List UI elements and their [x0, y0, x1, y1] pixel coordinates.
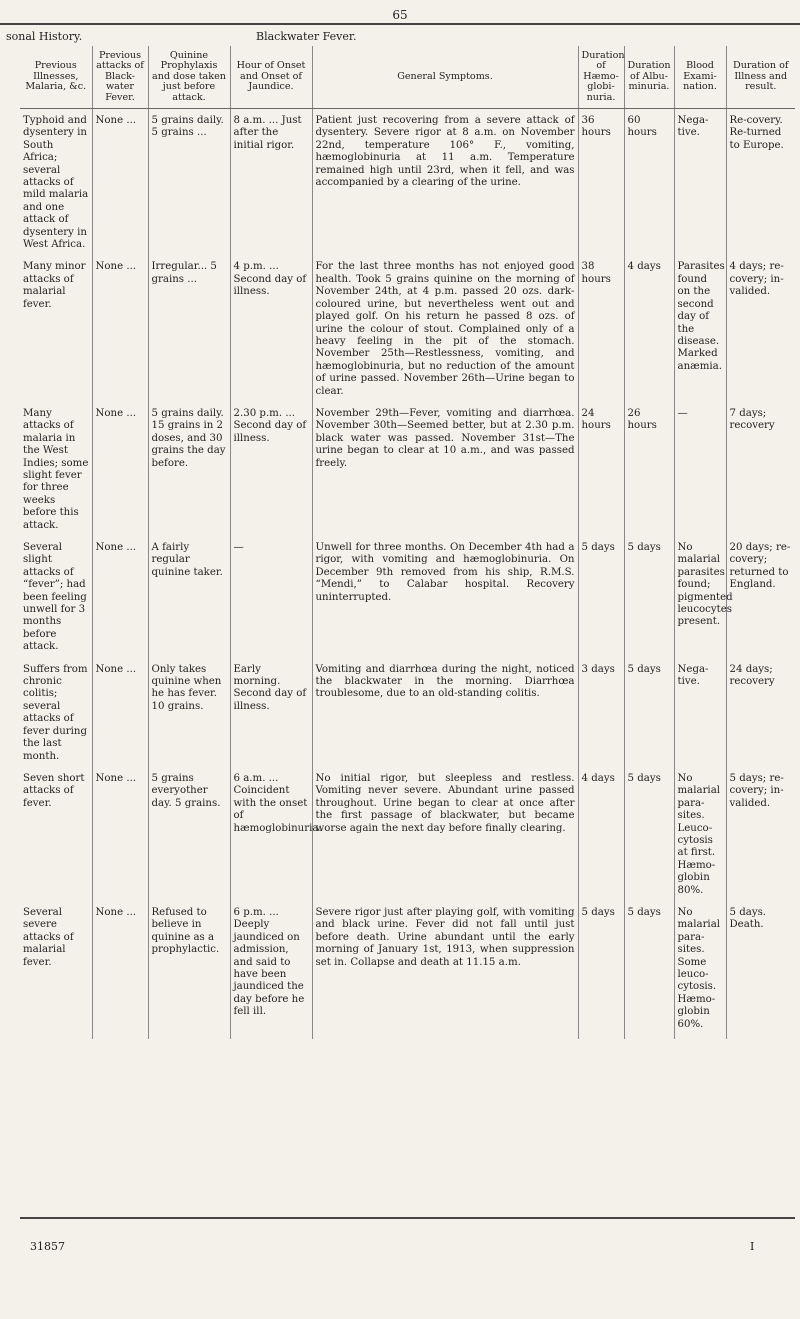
column-header: Quinine Prophylaxis and dose taken just before attack.: [148, 46, 230, 109]
table-cell: 5 grains everyother day. 5 grains.: [148, 771, 230, 905]
table-cell: Re-covery. Re-turned to Europe.: [726, 109, 795, 260]
column-header: Previous attacks of Black-water Fever.: [92, 46, 148, 109]
table-cell: No malarial parasites found; pigmented leucocytes present.: [674, 540, 726, 662]
gathering-mark: I: [750, 1240, 755, 1253]
table-cell: None ...: [92, 259, 148, 405]
table-cell: 24 days; recovery: [726, 662, 795, 771]
table-cell: 7 days; recovery: [726, 406, 795, 540]
table-cell: Nega-tive.: [674, 109, 726, 260]
print-signature: 31857: [30, 1240, 65, 1253]
table-cell: 38 hours: [578, 259, 624, 405]
table-cell: 20 days; re-covery; returned to England.: [726, 540, 795, 662]
running-head-right: Blackwater Fever.: [256, 30, 357, 43]
table-row: [20, 406, 795, 540]
table-cell: 4 days; re-covery; in-valided.: [726, 259, 795, 405]
page-number: 65: [392, 8, 408, 22]
table-cell: 8 a.m. ... Just after the initial rigor.: [230, 109, 312, 260]
table-row: [20, 905, 795, 1039]
table-cell: 5 days. Death.: [726, 905, 795, 1039]
column-header: Duration of Albu-minuria.: [624, 46, 674, 109]
table-cell: Irregular... 5 grains ...: [148, 259, 230, 405]
table-cell: No malarial para-sites. Leuco-cytosis at first. Hæmo-globin 80%.: [674, 771, 726, 905]
table-cell: None ...: [92, 905, 148, 1039]
table-cell: Typhoid and dysentery in South Africa; several attacks of mild malaria and one attack of dysentery in West Africa.: [23, 115, 89, 251]
table-cell: 6 p.m. ... Deeply jaundiced on admission, and said to have been jaundiced the day before he fell ill.: [230, 905, 312, 1039]
table-cell: Several slight attacks of “fever”; had been feeling unwell for 3 months before attack.: [23, 542, 87, 653]
table-cell: —: [230, 540, 312, 662]
table-cell: Many minor attacks of malarial fever.: [23, 261, 86, 310]
table-cell: 4 days: [578, 771, 624, 905]
table-cell: 5 days: [578, 540, 624, 662]
table-cell: Severe rigor just after playing golf, with vomiting and black urine. Fever did not fall until just before death. Urine abundant until the early morning of January 1st, 1913, when suppression set in. Collapse and death at 11.15 a.m.: [312, 905, 578, 1039]
table-row: [20, 771, 795, 905]
table-cell: November 29th—Fever, vomiting and diarrhœa. November 30th—Seemed better, but at 2.30 p.m. black water was passed. November 31st—The urine began to clear at 10 a.m., and was passed freely.: [312, 406, 578, 540]
table-cell: 3 days: [578, 662, 624, 771]
table-cell: None ...: [92, 109, 148, 260]
column-header: Duration of Hæmo-globi-nuria.: [578, 46, 624, 109]
table-cell: 5 days: [578, 905, 624, 1039]
table-cell: 5 days: [624, 905, 674, 1039]
case-table: [20, 46, 795, 1039]
table-cell: Early morning. Second day of illness.: [230, 662, 312, 771]
table-cell: 36 hours: [578, 109, 624, 260]
table-cell: 26 hours: [624, 406, 674, 540]
table-cell: None ...: [92, 540, 148, 662]
table-cell: None ...: [92, 771, 148, 905]
table-cell: Many attacks of malaria in the West Indies; some slight fever for three weeks before this attack.: [23, 407, 89, 531]
bottom-rule: [20, 1217, 795, 1219]
table-cell: Vomiting and diarrhœa during the night, noticed the blackwater in the morning. Diarrhœa troublesome, due to an old-standing colitis.: [312, 662, 578, 771]
table-cell: 24 hours: [578, 406, 624, 540]
table-cell: 5 days: [624, 662, 674, 771]
table-cell: No malarial para-sites. Some leuco-cytosis. Hæmo-globin 60%.: [674, 905, 726, 1039]
table-cell: 4 days: [624, 259, 674, 405]
table-cell: Suffers from chronic colitis; several attacks of fever during the last month.: [23, 663, 88, 762]
table-cell: Patient just recovering from a severe attack of dysentery. Severe rigor at 8 a.m. on November 22nd, temperature 106° F., vomiting, hæmoglobinuria at 11 a.m. Temperature remained high until 23rd, when it fell, and was accompanied by a clearing of the urine.: [312, 109, 578, 260]
header-row: [20, 46, 795, 109]
table-cell: No initial rigor, but sleepless and restless. Vomiting never severe. Abundant urine passed throughout. Urine began to clear at once after the first passage of blackwater, but became worse again the next day before finally clearing.: [312, 771, 578, 905]
table-cell: Several severe attacks of malarial fever.: [23, 906, 74, 968]
table-cell: 5 grains daily. 5 grains ...: [148, 109, 230, 260]
column-header: Duration of Illness and result.: [726, 46, 795, 109]
table-cell: For the last three months has not enjoyed good health. Took 5 grains quinine on the morning of November 24th, at 4 p.m. passed 20 ozs. dark-coloured urine, but nevertheless went out and played golf. On his return he passed 8 ozs. of urine the colour of stout. Complained only of a heavy feeling in the pit of the stomach. November 25th—Restlessness, vomiting, and hæmoglobinuria, but no reduction of the amount of urine passed. November 26th—Urine began to clear.: [312, 259, 578, 405]
running-head-left: sonal History.: [6, 30, 83, 43]
table-row: [20, 662, 795, 771]
table-row: [20, 109, 795, 260]
table-cell: Parasites found on the second day of the disease. Marked anæmia.: [674, 259, 726, 405]
column-header: General Symptoms.: [312, 46, 578, 109]
column-header: Hour of Onset and Onset of Jaundice.: [230, 46, 312, 109]
table-cell: 6 a.m. ... Coincident with the onset of hæmoglobinuria.: [230, 771, 312, 905]
table-cell: 5 days; re-covery; in-valided.: [726, 771, 795, 905]
table-cell: —: [674, 406, 726, 540]
table-cell: 5 grains daily. 15 grains in 2 doses, and 30 grains the day before.: [148, 406, 230, 540]
table-cell: Unwell for three months. On December 4th had a rigor, with vomiting and hæmoglobinuria. On December 9th removed from his ship, R.M.S. “Mendi,” to Calabar hospital. Recovery uninterrupted.: [312, 540, 578, 662]
table-cell: 5 days: [624, 771, 674, 905]
table-cell: Refused to believe in quinine as a prophylactic.: [148, 905, 230, 1039]
table-cell: A fairly regular quinine taker.: [148, 540, 230, 662]
table-cell: None ...: [92, 406, 148, 540]
table-row: [20, 540, 795, 662]
table-cell: Only takes quinine when he has fever. 10 grains.: [148, 662, 230, 771]
table-cell: 60 hours: [624, 109, 674, 260]
table-cell: None ...: [92, 662, 148, 771]
table-cell: Seven short attacks of fever.: [23, 772, 85, 809]
table-cell: 2.30 p.m. ... Second day of illness.: [230, 406, 312, 540]
table-row: [20, 259, 795, 405]
table-cell: Nega-tive.: [674, 662, 726, 771]
top-rule: [0, 23, 800, 25]
column-header: Previous Illnesses, Malaria, &c.: [20, 46, 92, 109]
table-cell: 5 days: [624, 540, 674, 662]
table-cell: 4 p.m. ... Second day of illness.: [230, 259, 312, 405]
column-header: Blood Exami-nation.: [674, 46, 726, 109]
